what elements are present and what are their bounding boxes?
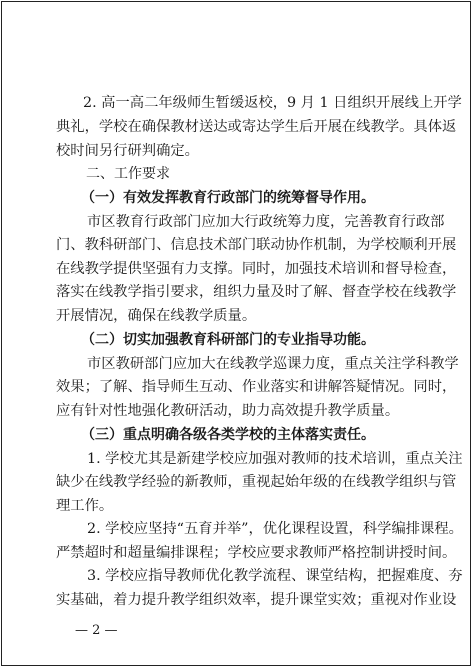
subheading-3: （三）重点明确各级各类学校的主体落实责任。 bbox=[81, 427, 375, 443]
paragraph-2-line-4: 落实在线教学指引要求，组织力量及时了解、督查学校在线教学 bbox=[56, 284, 457, 300]
paragraph-4-line-3: 理工作。 bbox=[56, 498, 114, 514]
paragraph-4-line-1: 1. 学校尤其是新建学校应加强对教师的技术培训，重点关注 bbox=[87, 451, 463, 467]
paragraph-2-line-1: 市区教育行政部门应加大行政统筹力度，完善教育行政部 bbox=[87, 214, 445, 230]
page-number: — 2 — bbox=[75, 623, 118, 638]
paragraph-6-line-2: 实基础，着力提升教学组织效率，提升课堂实效；重视对作业设 bbox=[56, 592, 457, 608]
paragraph-2-line-3: 在线教学提供坚强有力支撑。同时，加强技术培训和督导检查， bbox=[56, 261, 457, 277]
paragraph-5-line-1: 2. 学校应坚持“五育并举”，优化课程设置，科学编排课程。 bbox=[87, 521, 463, 537]
subheading-2: （二）切实加强教育科研部门的专业指导功能。 bbox=[81, 332, 375, 348]
paragraph-3-line-2: 效果；了解、指导师生互动、作业落实和讲解答疑情况。同时， bbox=[56, 379, 457, 395]
paragraph-3-line-3: 应有针对性地强化教研活动，助力高效提升教学质量。 bbox=[56, 403, 400, 419]
paragraph-2-line-2: 门、教科研部门、信息技术部门联动协作机制，为学校顺利开展 bbox=[56, 237, 457, 253]
paragraph-3-line-1: 市区教研部门应加大在线教学巡课力度，重点关注学科教学 bbox=[87, 356, 459, 372]
section-heading: 二、工作要求 bbox=[86, 166, 170, 182]
paragraph-2-line-5: 开展情况，确保在线教学质量。 bbox=[56, 308, 257, 324]
subheading-1: （一）有效发挥教育行政部门的统筹督导作用。 bbox=[81, 190, 375, 206]
paragraph-1-line-1: 2. 高一高二年级师生暂缓返校，9 月 1 日组织开展线上开学 bbox=[83, 95, 462, 111]
paragraph-5-line-2: 严禁超时和超量编排课程；学校应要求教师严格控制讲授时间。 bbox=[56, 545, 457, 561]
paragraph-1-line-3: 校时间另行研判确定。 bbox=[56, 143, 199, 159]
paragraph-4-line-2: 缺少在线教学经验的新教师，重视起始年级的在线教学组织与管 bbox=[56, 474, 457, 490]
paragraph-6-line-1: 3. 学校应指导教师优化教学流程、课堂结构，把握难度、夯 bbox=[87, 568, 463, 584]
paragraph-1-line-2: 典礼，学校在确保教材送达或寄达学生后开展在线教学。具体返 bbox=[56, 119, 457, 135]
